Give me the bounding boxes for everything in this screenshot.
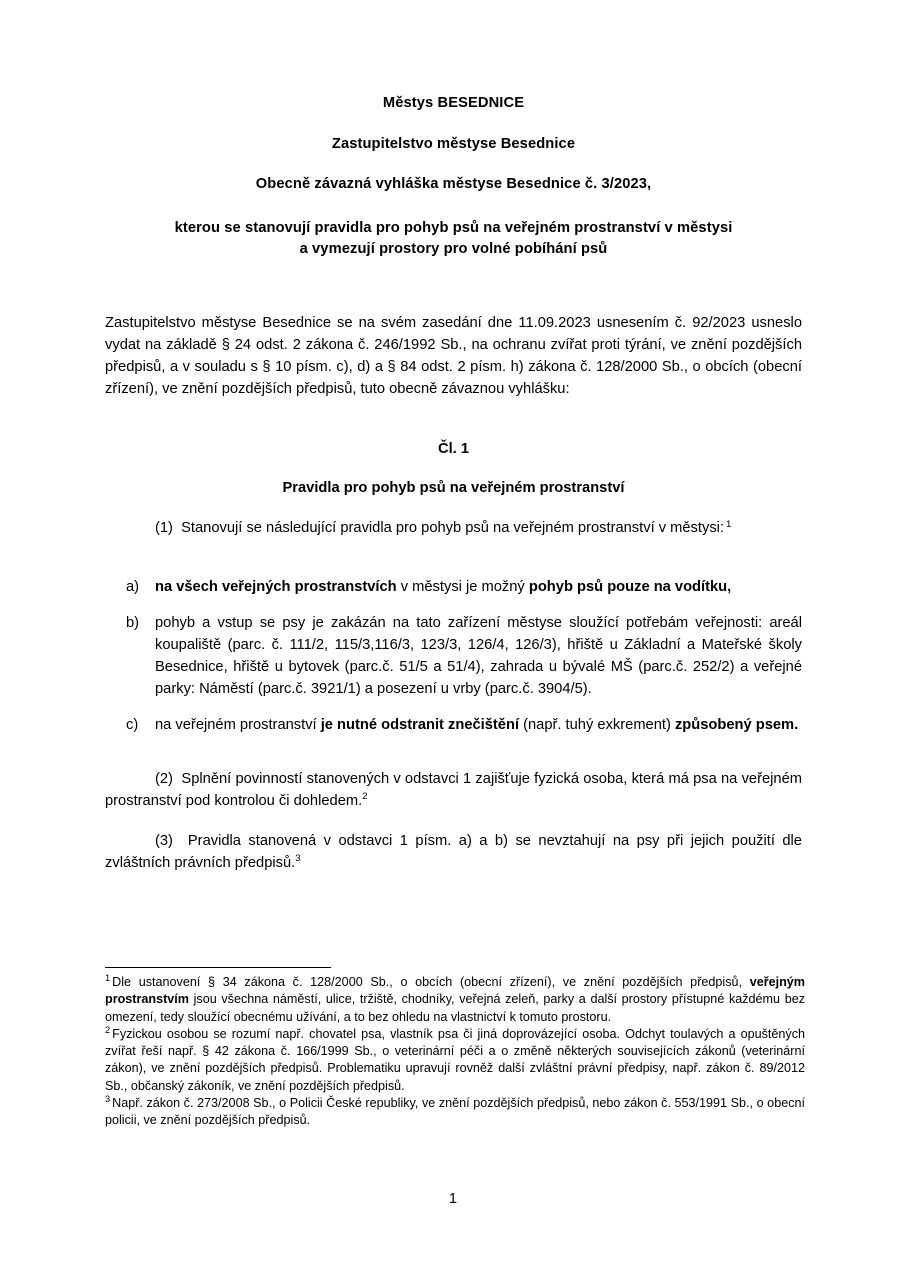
- footnote-1-part-1: Dle ustanovení § 34 zákona č. 128/2000 Sb., o obcích (obecní zřízení), ve znění pozdějších předpisů,: [112, 975, 750, 989]
- paragraph-3: [105, 830, 802, 874]
- rules-list: [105, 576, 802, 736]
- footnote-1-part-2: jsou všechna náměstí, ulice, tržiště, chodníky, veřejná zeleň, parky a další prostory přístupné každému bez omezení, tedy sloužící obecnému užívání, a to bez ohledu na vlastnictví k tomuto prostoru.: [105, 992, 805, 1024]
- list-item-marker: c): [126, 716, 139, 733]
- paragraph-1-marker: (1): [155, 520, 173, 537]
- footnote-separator: [105, 967, 331, 968]
- footnotes-section: [105, 967, 805, 1129]
- footnote-1: [105, 974, 805, 1026]
- page-number: 1: [448, 1191, 458, 1207]
- list-item-marker: a): [126, 578, 140, 595]
- paragraph-2-text: Splnění povinností stanovených v odstavci 1 zajišťuje fyzická osoba, která má psa na veřejném prostranství pod kontrolou či dohledem.: [105, 770, 802, 809]
- footnote-2-number: 2: [105, 1024, 111, 1035]
- paragraph-2-marker: (2): [155, 770, 173, 787]
- decree-subject-line-2: a vymezují prostory pro volné pobíhání psů: [299, 240, 608, 257]
- list-item-a-regular-1: v městysi je možný: [396, 578, 529, 595]
- article-title: Pravidla pro pohyb psů na veřejném prostranství: [282, 479, 625, 496]
- footnote-ref-1[interactable]: 1: [726, 518, 732, 530]
- footnote-2-text: Fyzickou osobou se rozumí např. chovatel psa, vlastník psa či jiná doprovázející osoba. Odchyt toulavých a opuštěných zvířat řeší např. § 42 zákona č. 166/1999 Sb., o veterinární péči a o změně některých souvisejících zákonů (veterinární zákon), ve znění pozdějších předpisů. Problematiku upravují rovněž další zvláštní právní předpisy, např. zákon č. 89/2012 Sb., občanský zákoník, ve znění pozdějších předpisů.: [105, 1026, 805, 1093]
- list-item-c-regular-2: (např. tuhý exkrement): [519, 716, 675, 733]
- title-block: [105, 0, 802, 260]
- list-item-b-text: pohyb a vstup se psy je zakázán na tato zařízení městyse sloužící potřebám veřejnosti: areál koupaliště (parc. č. 111/2, 115/3,116/3, 123/3, 126/4, 126/3), hřiště u Základní a Mateřské školy Besednice, hřiště u bytovek (parc.č. 51/5 a 51/4), zahrada u bývalé MŠ (parc.č. 252/2) a veřejné parky: Náměstí (parc.č. 3921/1) a posezení u vrby (parc.č. 3904/5).: [155, 614, 802, 697]
- paragraph-3-marker: (3): [155, 832, 173, 849]
- footnote-ref-2[interactable]: 2: [362, 790, 368, 802]
- paragraph-1: [105, 517, 802, 539]
- title-prefix: Městys: [382, 95, 438, 111]
- footnote-1-bold: veřejným prostranstvím: [105, 975, 805, 1007]
- list-item-a-bold-2: pohyb psů pouze na vodítku,: [528, 578, 732, 595]
- paragraph-3-text: Pravidla stanovená v odstavci 1 písm. a) a b) se nevztahují na psy při jejich použití dle zvláštních právních předpisů.: [105, 832, 802, 871]
- footnote-1-number: 1: [105, 972, 111, 983]
- decree-subject-line-1: kterou se stanovují pravidla pro pohyb psů na veřejném prostranství v městysi: [174, 220, 733, 237]
- list-item-marker: b): [126, 614, 140, 631]
- spacer: [105, 151, 802, 177]
- footnote-2: [105, 1026, 805, 1095]
- spacer: [105, 111, 802, 137]
- footnote-3: [105, 1095, 805, 1130]
- list-item-c-regular-1: na veřejném prostranství: [155, 716, 321, 733]
- list-item: [105, 714, 802, 736]
- list-item: [105, 576, 802, 598]
- list-item-c-bold-2: způsobený psem.: [674, 716, 799, 733]
- paragraph-1-text: Stanovují se následující pravidla pro pohyb psů na veřejném prostranství v městysi:: [181, 520, 725, 537]
- article-number: Čl. 1: [437, 441, 470, 458]
- list-item-a-bold-1: na všech veřejných prostranstvích: [155, 578, 397, 595]
- decree-heading: Obecně závazná vyhláška městyse Besednice č. 3/2023,: [255, 176, 652, 193]
- list-item: [105, 612, 802, 700]
- decree-subject: [105, 218, 802, 260]
- footnote-3-text: Např. zákon č. 273/2008 Sb., o Policii České republiky, ve znění pozdějších předpisů, nebo zákon č. 553/1991 Sb., o obecní policii, ve znění pozdějších předpisů.: [105, 1095, 805, 1127]
- list-item-c-bold-1: je nutné odstranit znečištění: [320, 716, 520, 733]
- footnote-ref-3[interactable]: 3: [295, 853, 301, 865]
- footnote-3-number: 3: [105, 1093, 111, 1104]
- title-municipality: BESEDNICE: [437, 95, 525, 111]
- document-content: [105, 0, 802, 874]
- page-title: [105, 96, 802, 111]
- spacer: [105, 192, 802, 218]
- paragraph-2: [105, 768, 802, 812]
- council-subtitle: Zastupitelstvo městyse Besednice: [331, 135, 576, 152]
- intro-paragraph: Zastupitelstvo městyse Besednice se na svém zasedání dne 11.09.2023 usnesením č. 92/2023 usneslo vydat na základě § 24 odst. 2 zákona č. 246/1992 Sb., na ochranu zvířat proti týrání, ve znění pozdějších předpisů, a v souladu s § 10 písm. c), d) a § 84 odst. 2 písm. h) zákona č. 128/2000 Sb., o obcích (obecní zřízení), ve znění pozdějších předpisů, tuto obecně závaznou vyhlášku:: [105, 314, 802, 397]
